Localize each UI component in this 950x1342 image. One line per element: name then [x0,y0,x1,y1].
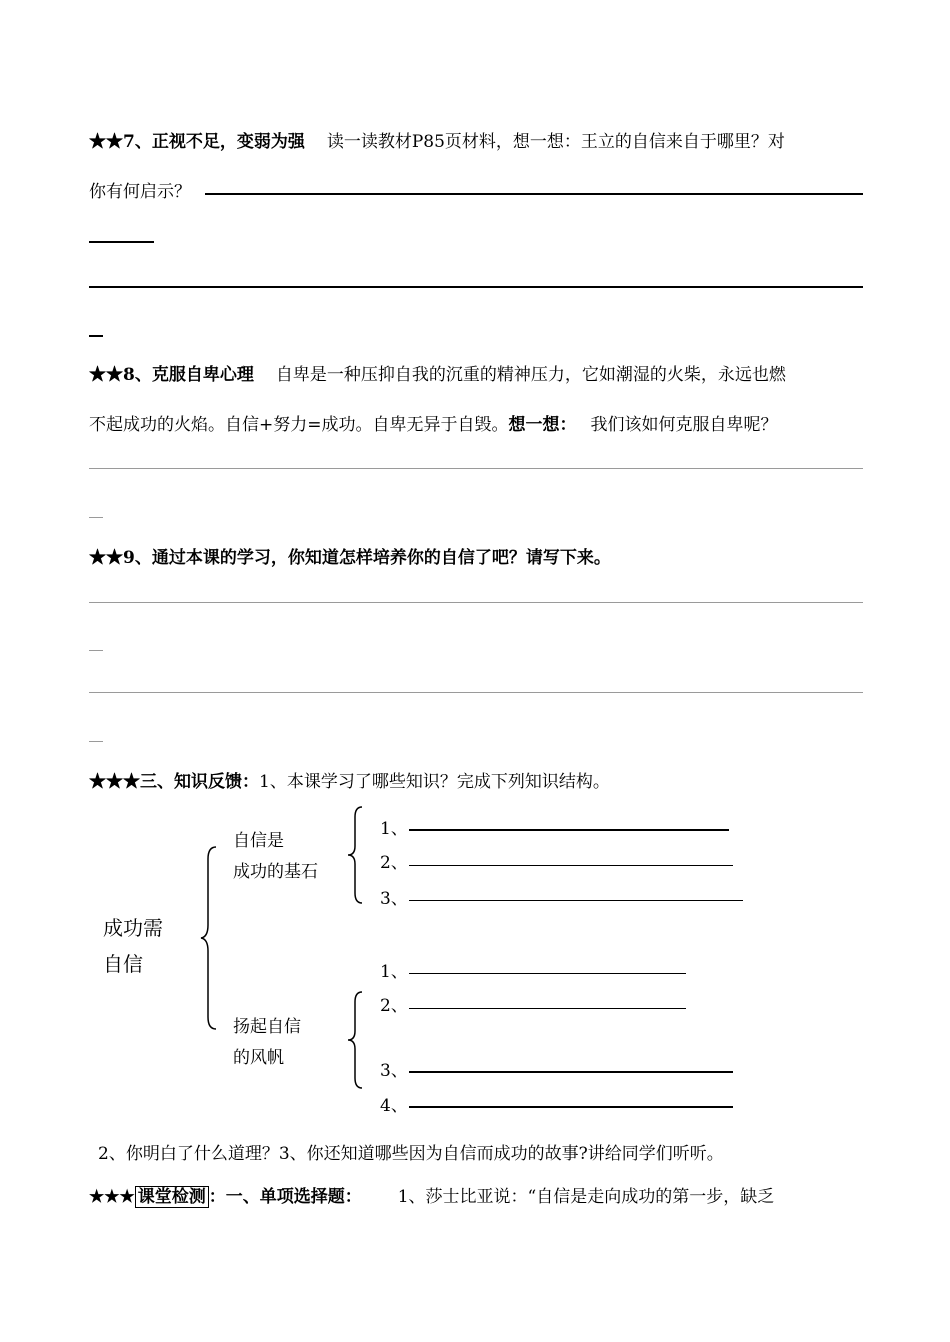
test-line [89,1182,774,1207]
q7-line1 [89,127,785,152]
test-stars: ★★★ [89,1187,135,1207]
branch1-item-1-blank[interactable] [409,829,729,831]
q8-text2: 不起成功的火焰。自信+努力=成功。自卑无异于自毁。 [89,415,509,435]
branch2-item-3-blank[interactable] [409,1071,733,1073]
branch1-line2: 成功的基石 [233,862,318,882]
section3-line [89,767,610,792]
branch1-item-2-label: 2、 [380,853,408,873]
branch1-brace [346,805,364,905]
test-section-label: ：一、单项选择题： [208,1187,362,1207]
section3-text: 1、本课学习了哪些知识？完成下列知识结构。 [259,772,610,792]
q9-answer-line-2[interactable] [89,692,863,693]
q9-answer-line-1-tail [89,650,103,651]
branch2-line1: 扬起自信 [233,1017,301,1037]
q8-line2 [89,410,778,435]
q8-think-label: 想一想： [508,415,577,435]
branch2-item-1-blank[interactable] [409,973,686,974]
section3-heading: ★★★三、知识反馈： [89,772,259,792]
q8-answer-line[interactable] [89,468,863,469]
branch1-item-3-label: 3、 [380,889,408,909]
q7-answer-line-1-tail [89,241,154,243]
structure-root-line2: 自信 [103,952,143,976]
q9-heading: ★★9、通过本课的学习，你知道怎样培养你的自信了吧？请写下来。 [89,548,611,568]
branch2-brace [346,990,364,1090]
branch2-item-2-label: 2、 [380,996,408,1016]
q7-answer-line-1[interactable] [205,193,863,195]
q7-answer-line-2-tail [89,335,103,337]
test-question-1: 1、莎士比亚说：“自信是走向成功的第一步，缺乏 [397,1187,775,1207]
q8-answer-line-tail [89,517,103,518]
q7-text: 读一读教材P85页材料，想一想：王立的自信来自于哪里？对 [326,132,785,152]
q8-line1 [89,360,786,385]
branch1-item-3-blank[interactable] [409,900,743,901]
q7-heading: ★★7、正视不足，变弱为强 [89,132,305,152]
test-boxed-label: 课堂检测 [135,1186,209,1208]
branch2-item-4-blank[interactable] [409,1106,733,1108]
q8-heading: ★★8、克服自卑心理 [89,365,254,385]
q7-text-line2: 你有何启示？ [89,182,191,202]
branch1-item-1-label: 1、 [380,819,408,839]
q9-answer-line-2-tail [89,741,103,742]
branch1-line1: 自信是 [233,831,284,851]
branch1-item-2-blank[interactable] [409,865,733,866]
q8-text: 自卑是一种压抑自我的沉重的精神压力，它如潮湿的火柴，永远也燃 [275,365,786,385]
branch2-item-2-blank[interactable] [409,1008,686,1009]
q8-question: 我们该如何克服自卑呢？ [590,415,778,435]
q7-answer-line-2[interactable] [89,286,863,288]
branch2-item-3-label: 3、 [380,1061,408,1081]
branch2-item-1-label: 1、 [380,962,408,982]
branch2-item-4-label: 4、 [380,1096,408,1116]
structure-root-line1: 成功需 [103,916,163,940]
q9-answer-line-1[interactable] [89,602,863,603]
root-brace [198,845,218,1031]
q2-text: 2、你明白了什么道理？3、你还知道哪些因为自信而成功的故事?讲给同学们听听。 [98,1144,724,1164]
branch2-line2: 的风帆 [233,1048,284,1068]
